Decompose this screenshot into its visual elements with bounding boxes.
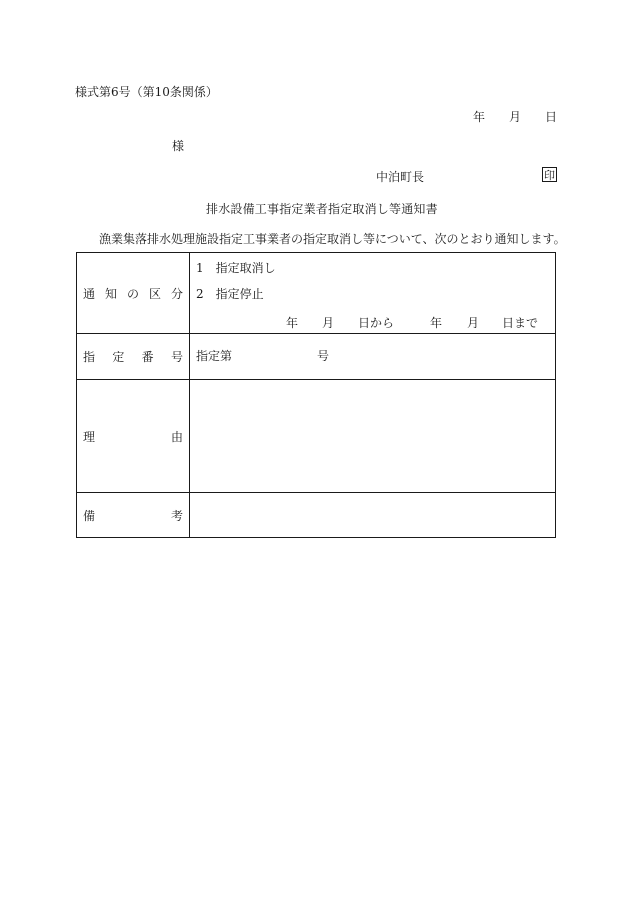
remarks-label-char: 備 <box>83 508 96 523</box>
period-to-year: 年 <box>430 316 443 330</box>
category-value-cell[interactable] <box>190 253 556 334</box>
option-revocation[interactable]: 1 指定取消し <box>196 261 276 275</box>
date-year-label: 年 <box>473 110 486 124</box>
period-from-month: 月 <box>322 316 335 330</box>
number-label-char: 定 <box>112 350 125 364</box>
period-from-year: 年 <box>286 316 299 330</box>
category-label-char: 区 <box>148 286 161 301</box>
option-suspension[interactable]: 2 指定停止 <box>196 287 264 301</box>
reason-label-char: 由 <box>170 429 183 444</box>
table-row-reason <box>77 380 556 493</box>
number-label-char: 指 <box>83 350 96 364</box>
number-label-cell <box>77 334 190 380</box>
number-value-cell[interactable] <box>190 334 556 380</box>
form-number: 様式第6号（第10条関係） <box>75 85 218 99</box>
reason-label <box>77 428 189 445</box>
number-suffix: 号 <box>317 349 330 363</box>
category-label-cell <box>77 253 190 334</box>
date-day-label: 日 <box>545 110 558 124</box>
table-row-number <box>77 334 556 380</box>
document-body: 漁業集落排水処理施設指定工事業者の指定取消し等について、次のとおり通知します。 <box>99 232 566 246</box>
category-label <box>77 285 189 302</box>
reason-label-char: 理 <box>83 429 96 444</box>
reason-value-cell[interactable] <box>190 380 556 493</box>
remarks-label-char: 考 <box>170 508 183 523</box>
table-row-category <box>77 253 556 334</box>
period-from-day: 日から <box>358 316 395 330</box>
remarks-label <box>77 507 189 524</box>
category-label-char: 分 <box>170 286 183 301</box>
number-label-char: 号 <box>170 350 183 364</box>
category-label-char: 知 <box>104 286 117 301</box>
number-label-char: 番 <box>141 350 154 364</box>
seal-mark: 印 <box>544 169 555 182</box>
addressee-suffix: 様 <box>172 139 185 153</box>
number-label <box>77 348 189 365</box>
period-to-day: 日まで <box>502 316 539 330</box>
period-to-month: 月 <box>467 316 480 330</box>
sender-name: 中泊町長 <box>376 170 425 184</box>
category-label-char: の <box>126 286 139 301</box>
remarks-value-cell[interactable] <box>190 493 556 538</box>
category-label-char: 通 <box>83 286 96 301</box>
remarks-label-cell <box>77 493 190 538</box>
table-row-remarks <box>77 493 556 538</box>
number-prefix: 指定第 <box>196 349 233 363</box>
date-month-label: 月 <box>509 110 522 124</box>
notice-table <box>76 252 556 538</box>
document-title: 排水設備工事指定業者指定取消し等通知書 <box>206 202 438 216</box>
reason-label-cell <box>77 380 190 493</box>
